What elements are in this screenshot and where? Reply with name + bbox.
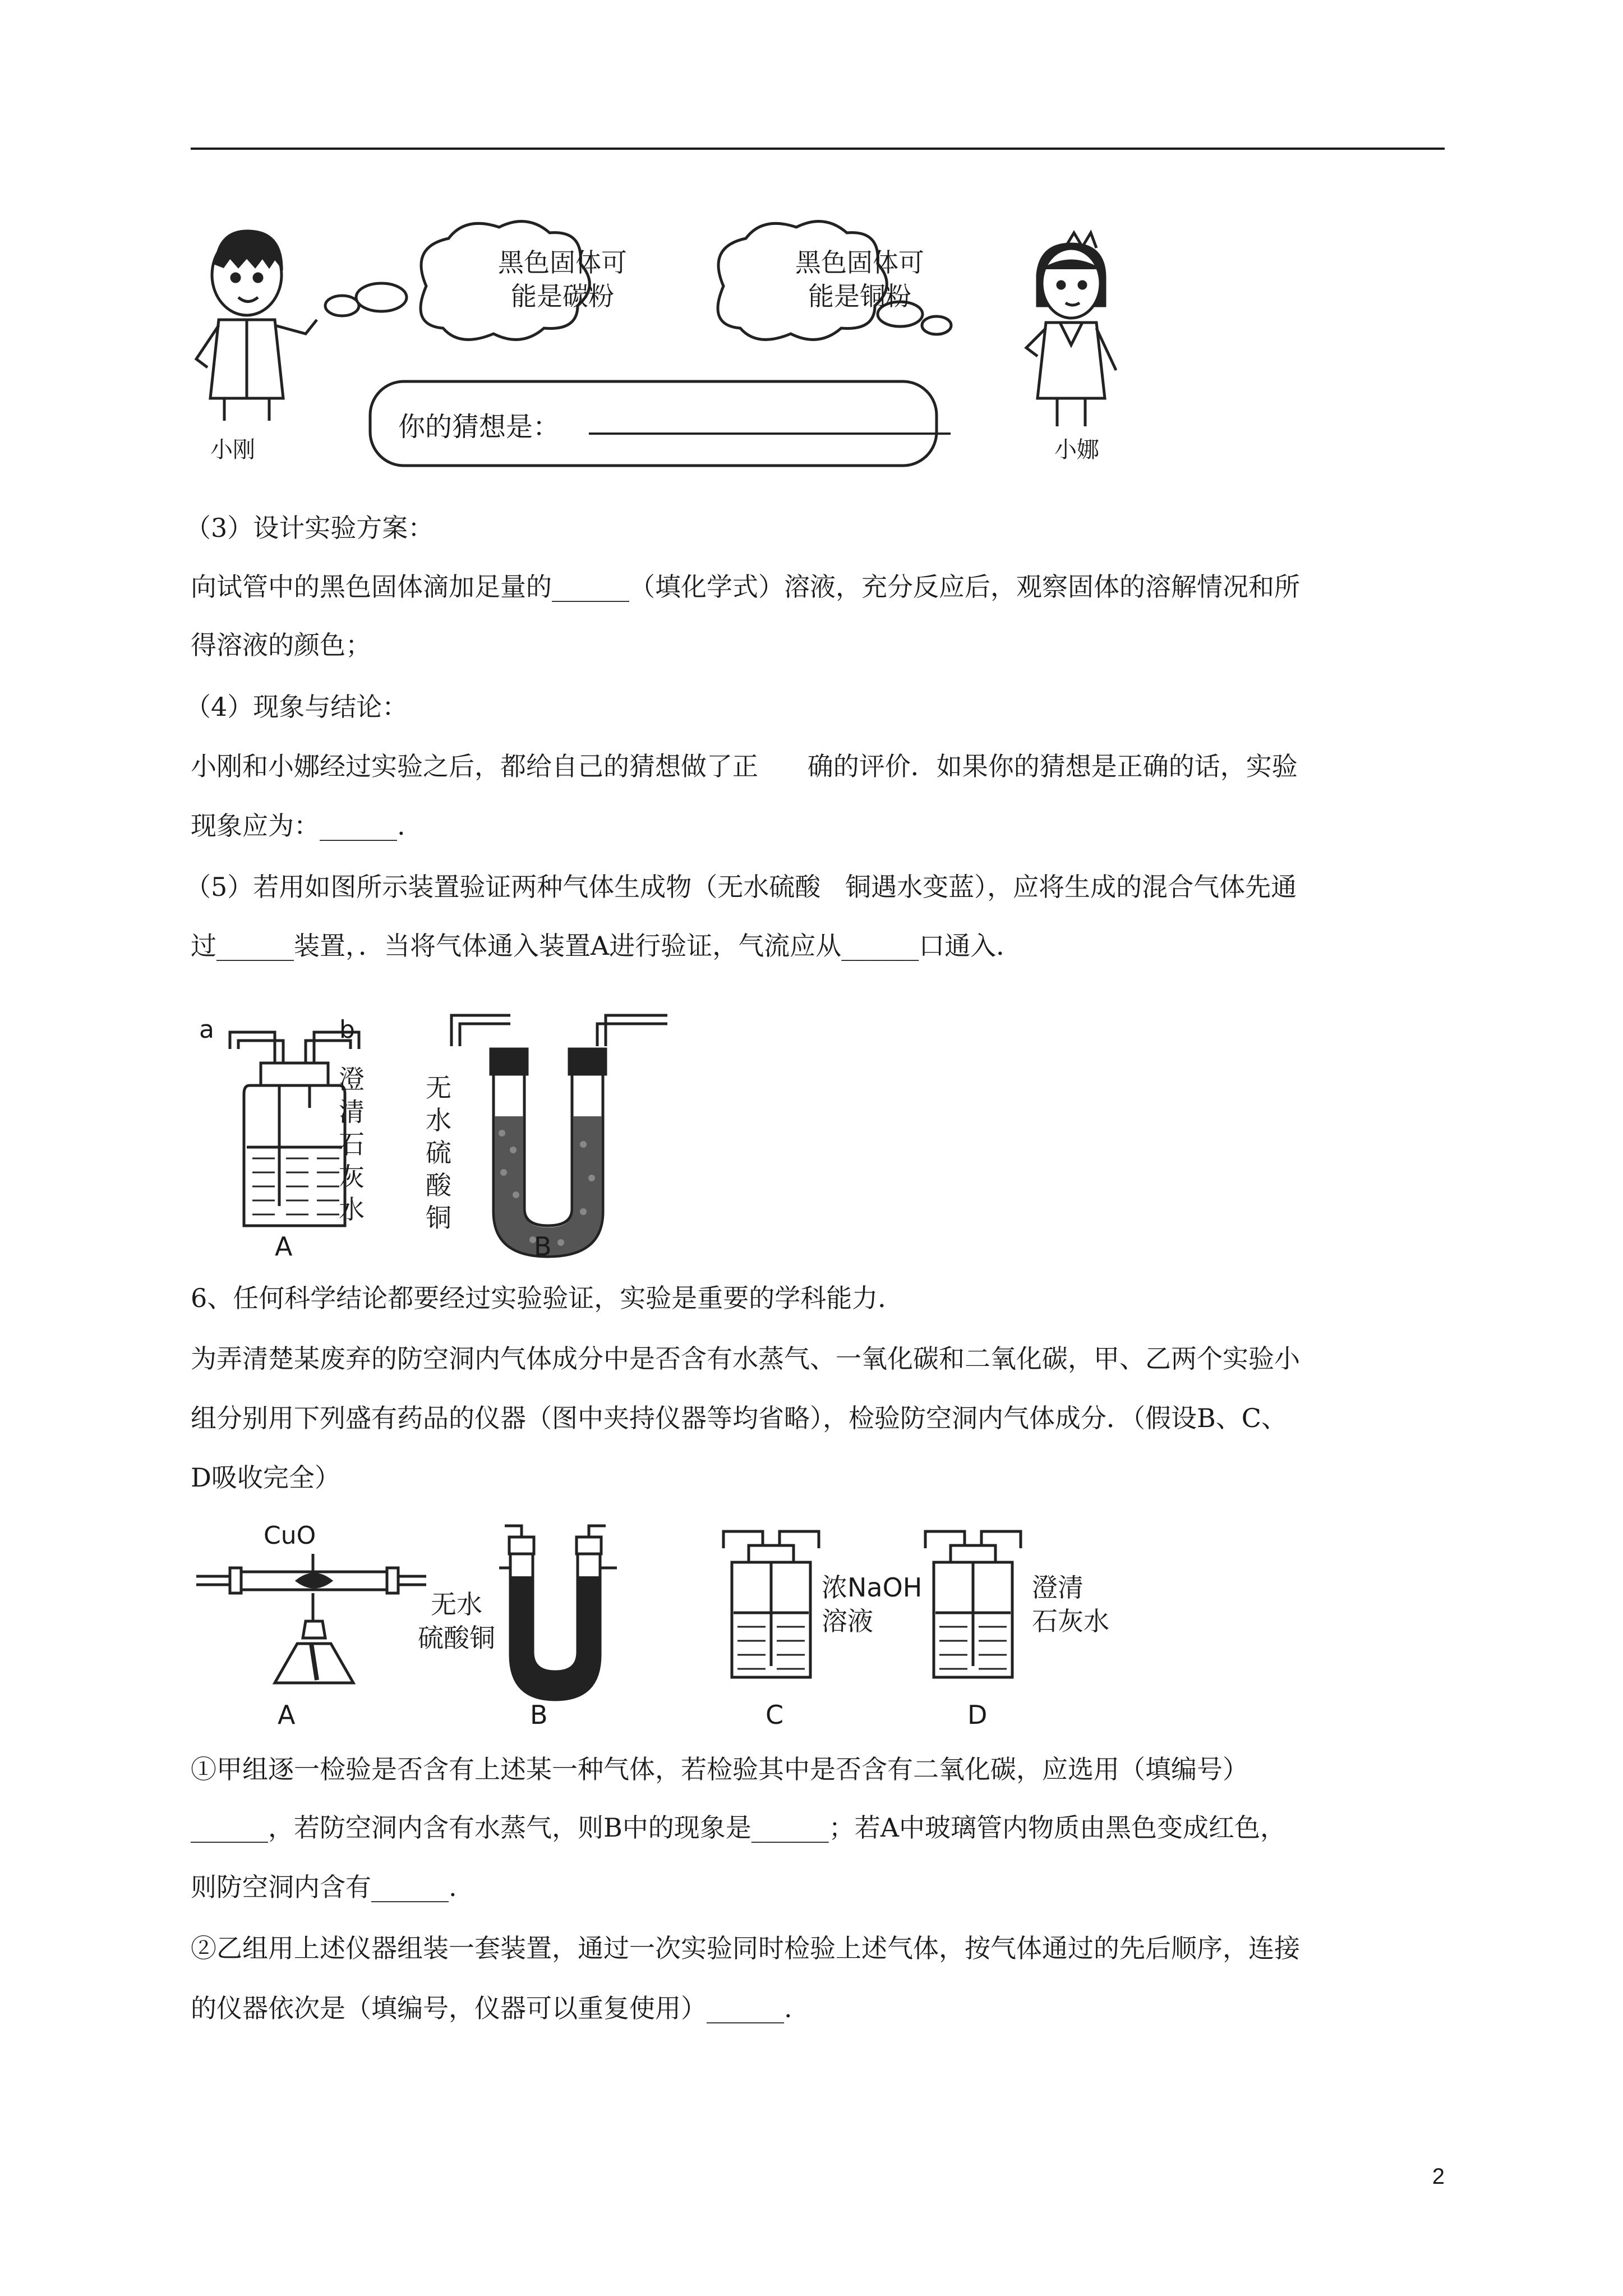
guess-label: 你的猜想是：: [398, 411, 560, 443]
section4-title: （4）现象与结论：: [185, 692, 408, 722]
label-A-char: 澄: [339, 1064, 365, 1094]
bubble-right-text: [790, 246, 930, 313]
section3-line1: 向试管中的黑色固体滴加足量的______（填化学式）溶液，充分反应后，观察固体的溶解情况和所: [191, 572, 1300, 602]
label-B-char: 铜: [426, 1203, 451, 1233]
cuo-label: CuO: [264, 1521, 316, 1550]
tube-heater-A: [196, 1554, 426, 1683]
figure1-caption-A: A: [275, 1231, 293, 1262]
figure2-d-label: [1032, 1571, 1109, 1638]
b-label-line1: 无水: [431, 1589, 482, 1619]
section5-line2: 过______装置，．当将气体通入装置A进行验证，气流应从______口通入．: [191, 931, 1022, 961]
figure2-c-label: [822, 1571, 922, 1638]
bubble-left-line1: 黑色固体可: [498, 247, 627, 278]
label-A-char: 灰: [339, 1162, 365, 1192]
d-label-line2: 石灰水: [1032, 1606, 1109, 1636]
figure2-b-label: [418, 1588, 495, 1655]
q6-line1: 6、任何科学结论都要经过实验验证，实验是重要的学科能力．: [191, 1283, 904, 1313]
label-B-char: 酸: [426, 1170, 451, 1200]
u-tube-B: [451, 1015, 667, 1257]
cartoon-figure: [185, 213, 1150, 482]
girl-name: 小娜: [1054, 437, 1099, 463]
header-rule: [191, 148, 1445, 150]
c-label-line2: 溶液: [822, 1606, 873, 1636]
part1-line3: 则防空洞内含有______.: [191, 1872, 457, 1902]
port-a-label: a: [199, 1015, 214, 1044]
b-label-line2: 硫酸铜: [418, 1623, 495, 1653]
figure2-caption-C: C: [766, 1700, 784, 1730]
figure2-caption-D: D: [967, 1700, 988, 1730]
section3-title: （3）设计实验方案：: [185, 513, 434, 543]
section4-line1: 小刚和小娜经过实验之后，都给自己的猜想做了正 确的评价．如果你的猜想是正确的话，实验: [191, 751, 1298, 781]
part2-line2: 的仪器依次是（填编号，仪器可以重复使用）______.: [191, 1993, 792, 2023]
q6-line4: D吸收完全）: [191, 1462, 340, 1493]
u-tube-B2: [499, 1526, 617, 1700]
boy-illustration: [196, 231, 317, 421]
part2-line1: ②乙组用上述仪器组装一套装置，通过一次实验同时检验上述气体，按气体通过的先后顺序，连接: [191, 1933, 1300, 1963]
figure2-caption-A: A: [278, 1700, 296, 1730]
part1-line1: ①甲组逐一检验是否含有上述某一种气体，若检验其中是否含有二氧化碳，应选用（填编号）: [191, 1754, 1248, 1784]
bottle-C: [723, 1531, 819, 1677]
label-B-char: 水: [426, 1105, 451, 1135]
section3-line2: 得溶液的颜色；: [191, 630, 371, 660]
bottle-D: [925, 1531, 1021, 1677]
part1-line2: ______，若防空洞内含有水蒸气，则B中的现象是______；若A中玻璃管内物质由黑色变成红色，: [191, 1812, 1287, 1843]
bubble-left-text: [492, 246, 633, 313]
figure2-apparatus: [185, 1515, 1138, 1728]
c-label-line1: 浓NaOH: [822, 1572, 923, 1603]
q6-line3: 组分别用下列盛有药品的仪器（图中夹持仪器等均省略），检验防空洞内气体成分．（假设B、C、: [191, 1403, 1287, 1433]
figure1-label-B: [423, 1071, 454, 1234]
bubble-right-line1: 黑色固体可: [795, 247, 924, 278]
label-A-char: 石: [339, 1129, 365, 1159]
label-A-char: 清: [339, 1097, 365, 1127]
figure1-caption-B: B: [534, 1231, 552, 1262]
q6-line2: 为弄清楚某废弃的防空洞内气体成分中是否含有水蒸气、一氧化碳和二氧化碳，甲、乙两个实验小: [191, 1343, 1300, 1374]
d-label-line1: 澄清: [1032, 1572, 1083, 1603]
figure2-caption-B: B: [530, 1700, 548, 1730]
bubble-left-line2: 能是碳粉: [511, 281, 614, 311]
girl-illustration: [1026, 233, 1116, 426]
bubble-right-line2: 能是铜粉: [808, 281, 911, 311]
page-number: 2: [1432, 2164, 1445, 2189]
label-B-char: 硫: [426, 1138, 451, 1168]
figure1-label-A: [336, 1063, 367, 1226]
label-B-char: 无: [426, 1073, 451, 1103]
label-A-char: 水: [339, 1194, 365, 1225]
section5-line1: （5）若用如图所示装置验证两种气体生成物（无水硫酸 铜遇水变蓝），应将生成的混合气体先通: [185, 872, 1297, 902]
boy-name: 小刚: [210, 437, 255, 463]
section4-line2: 现象应为：______.: [191, 811, 405, 841]
port-b-label: b: [339, 1015, 355, 1044]
